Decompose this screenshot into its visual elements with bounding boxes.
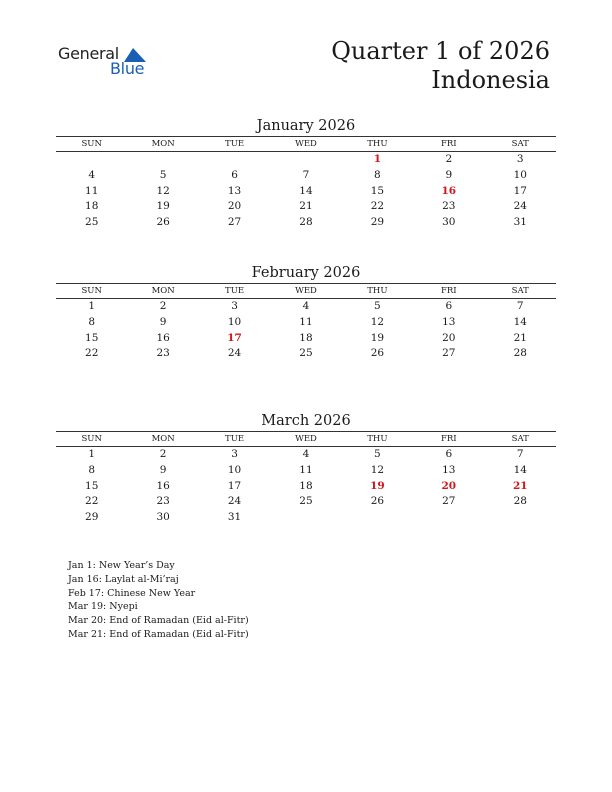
- day-cell: [342, 510, 413, 526]
- day-cell: 17: [227, 331, 242, 344]
- week-row: [56, 510, 556, 526]
- day-cell: 23: [442, 200, 456, 213]
- day-cell: 18: [85, 200, 99, 213]
- day-header: MON: [127, 284, 198, 299]
- day-cell: 6: [445, 448, 453, 460]
- day-cell: 28: [513, 495, 527, 508]
- day-cell: 22: [85, 495, 99, 508]
- day-header: WED: [270, 137, 341, 152]
- day-cell: 28: [299, 216, 313, 229]
- day-header: SAT: [485, 137, 556, 152]
- day-cell: 18: [299, 331, 313, 344]
- title-country: Indonesia: [431, 66, 550, 94]
- day-cell: 20: [441, 479, 457, 492]
- page-title: [331, 37, 550, 95]
- holiday-entry: Mar 19: Nyepi: [68, 601, 138, 613]
- day-cell: [199, 152, 270, 168]
- day-header: SAT: [485, 284, 556, 299]
- day-header: MON: [127, 137, 198, 152]
- day-cell: 25: [85, 216, 99, 229]
- title-quarter: Quarter 1 of 2026: [331, 37, 550, 65]
- day-cell: 5: [159, 168, 167, 181]
- day-cell: 14: [299, 184, 313, 197]
- day-cell: 21: [299, 200, 313, 213]
- day-cell: 16: [156, 331, 170, 344]
- day-cell: 24: [513, 200, 527, 213]
- day-cell: [270, 510, 341, 526]
- week-row: [56, 199, 556, 215]
- day-cell: 15: [85, 479, 99, 492]
- day-header: TUE: [199, 137, 270, 152]
- week-row: [56, 331, 556, 347]
- day-cell: 19: [370, 479, 385, 492]
- day-cell: 25: [299, 347, 313, 360]
- day-header: SAT: [485, 432, 556, 447]
- day-cell: 30: [156, 511, 170, 524]
- day-header: SUN: [56, 284, 127, 299]
- day-cell: 14: [513, 315, 527, 328]
- day-cell: 26: [370, 495, 385, 508]
- week-row: [56, 346, 556, 362]
- week-row: [56, 215, 556, 231]
- day-cell: [413, 510, 484, 526]
- week-row: [56, 479, 556, 495]
- day-cell: 11: [85, 184, 99, 197]
- day-cell: 9: [159, 315, 167, 328]
- day-cell: 10: [227, 463, 242, 476]
- day-cell: 1: [88, 300, 96, 312]
- day-cell: 15: [370, 184, 385, 197]
- day-cell: 7: [302, 168, 310, 181]
- day-cell: 1: [88, 448, 96, 460]
- day-cell: 13: [227, 184, 242, 197]
- day-cell: 23: [156, 495, 170, 508]
- day-cell: 19: [156, 200, 170, 213]
- day-cell: 7: [516, 448, 524, 460]
- day-cell: 16: [441, 184, 457, 197]
- day-cell: 27: [442, 495, 456, 508]
- day-cell: 13: [442, 463, 456, 476]
- day-cell: 2: [159, 448, 167, 460]
- day-cell: 4: [88, 168, 96, 181]
- day-cell: 20: [227, 200, 242, 213]
- logo-general-text: General: [58, 44, 119, 63]
- day-cell: 7: [516, 300, 524, 312]
- week-row: [56, 315, 556, 331]
- day-cell: 11: [299, 315, 313, 328]
- day-cell: 20: [442, 331, 456, 344]
- day-cell: 24: [227, 495, 242, 508]
- holiday-entry: Mar 21: End of Ramadan (Eid al-Fitr): [68, 628, 249, 640]
- day-cell: 9: [445, 168, 453, 181]
- day-header: TUE: [199, 284, 270, 299]
- day-cell: 10: [513, 168, 527, 181]
- week-row: [56, 494, 556, 510]
- day-cell: 5: [374, 448, 381, 460]
- day-cell: 8: [88, 315, 96, 328]
- day-cell: 3: [231, 448, 238, 460]
- month-title: January 2026: [256, 118, 356, 134]
- day-header: WED: [270, 432, 341, 447]
- week-row: [56, 447, 556, 463]
- day-cell: 12: [156, 184, 170, 197]
- day-cell: 27: [227, 216, 242, 229]
- day-cell: 16: [156, 479, 170, 492]
- day-cell: 3: [516, 153, 524, 165]
- day-cell: [485, 510, 556, 526]
- month-january: [56, 117, 556, 231]
- month-title: March 2026: [261, 413, 351, 429]
- day-cell: 22: [85, 347, 99, 360]
- day-cell: 19: [370, 331, 385, 344]
- week-row: [56, 168, 556, 184]
- day-cell: 1: [373, 153, 382, 165]
- day-cell: 8: [374, 168, 381, 181]
- day-cell: 17: [227, 479, 242, 492]
- day-cell: 15: [85, 331, 99, 344]
- week-row: [56, 463, 556, 479]
- day-cell: [127, 152, 198, 168]
- day-cell: 12: [370, 315, 385, 328]
- day-cell: 31: [227, 511, 242, 524]
- day-cell: 9: [159, 463, 167, 476]
- week-row: [56, 184, 556, 200]
- day-cell: 28: [513, 347, 527, 360]
- week-row: [56, 299, 556, 315]
- day-cell: 24: [227, 347, 242, 360]
- day-cell: 27: [442, 347, 456, 360]
- day-cell: [56, 152, 127, 168]
- day-cell: 18: [299, 479, 313, 492]
- day-cell: 14: [513, 463, 527, 476]
- day-cell: 21: [512, 479, 528, 492]
- day-header: FRI: [413, 432, 484, 447]
- day-cell: 4: [302, 448, 310, 460]
- holiday-list: [68, 559, 249, 642]
- day-cell: 21: [513, 331, 527, 344]
- day-cell: 22: [370, 200, 385, 213]
- day-cell: 10: [227, 315, 242, 328]
- day-header: THU: [342, 432, 413, 447]
- day-cell: 13: [442, 315, 456, 328]
- day-header: THU: [342, 137, 413, 152]
- day-cell: 29: [85, 511, 99, 524]
- day-cell: 26: [156, 216, 170, 229]
- calendar-grid: [56, 136, 556, 231]
- day-cell: 6: [231, 168, 238, 181]
- day-cell: 4: [302, 300, 310, 312]
- day-cell: 12: [370, 463, 385, 476]
- day-header: TUE: [199, 432, 270, 447]
- day-cell: 5: [374, 300, 381, 312]
- day-header: WED: [270, 284, 341, 299]
- day-header: FRI: [413, 137, 484, 152]
- day-cell: 17: [513, 184, 527, 197]
- day-header: THU: [342, 284, 413, 299]
- day-cell: 2: [159, 300, 167, 312]
- logo: [58, 44, 158, 84]
- day-cell: 8: [88, 463, 96, 476]
- month-march: [56, 412, 556, 526]
- day-header: MON: [127, 432, 198, 447]
- logo-blue-text: Blue: [110, 59, 145, 78]
- day-cell: 2: [445, 153, 453, 165]
- day-cell: 26: [370, 347, 385, 360]
- day-header: SUN: [56, 432, 127, 447]
- day-cell: 3: [231, 300, 238, 312]
- day-cell: 23: [156, 347, 170, 360]
- day-cell: 11: [299, 463, 313, 476]
- calendar-grid: [56, 283, 556, 362]
- holiday-entry: Mar 20: End of Ramadan (Eid al-Fitr): [68, 615, 249, 627]
- day-cell: 30: [442, 216, 456, 229]
- week-row: [56, 152, 556, 168]
- holiday-entry: Feb 17: Chinese New Year: [68, 587, 196, 599]
- holiday-entry: Jan 16: Laylat al-Mi’raj: [68, 573, 179, 585]
- day-header: FRI: [413, 284, 484, 299]
- month-title: February 2026: [251, 265, 361, 281]
- holiday-entry: Jan 1: New Year’s Day: [68, 560, 175, 571]
- day-cell: 29: [370, 216, 385, 229]
- day-cell: 25: [299, 495, 313, 508]
- day-header: SUN: [56, 137, 127, 152]
- day-cell: 6: [445, 300, 453, 312]
- month-february: [56, 264, 556, 362]
- calendar-grid: [56, 431, 556, 526]
- day-cell: 31: [513, 216, 527, 229]
- day-cell: [270, 152, 341, 168]
